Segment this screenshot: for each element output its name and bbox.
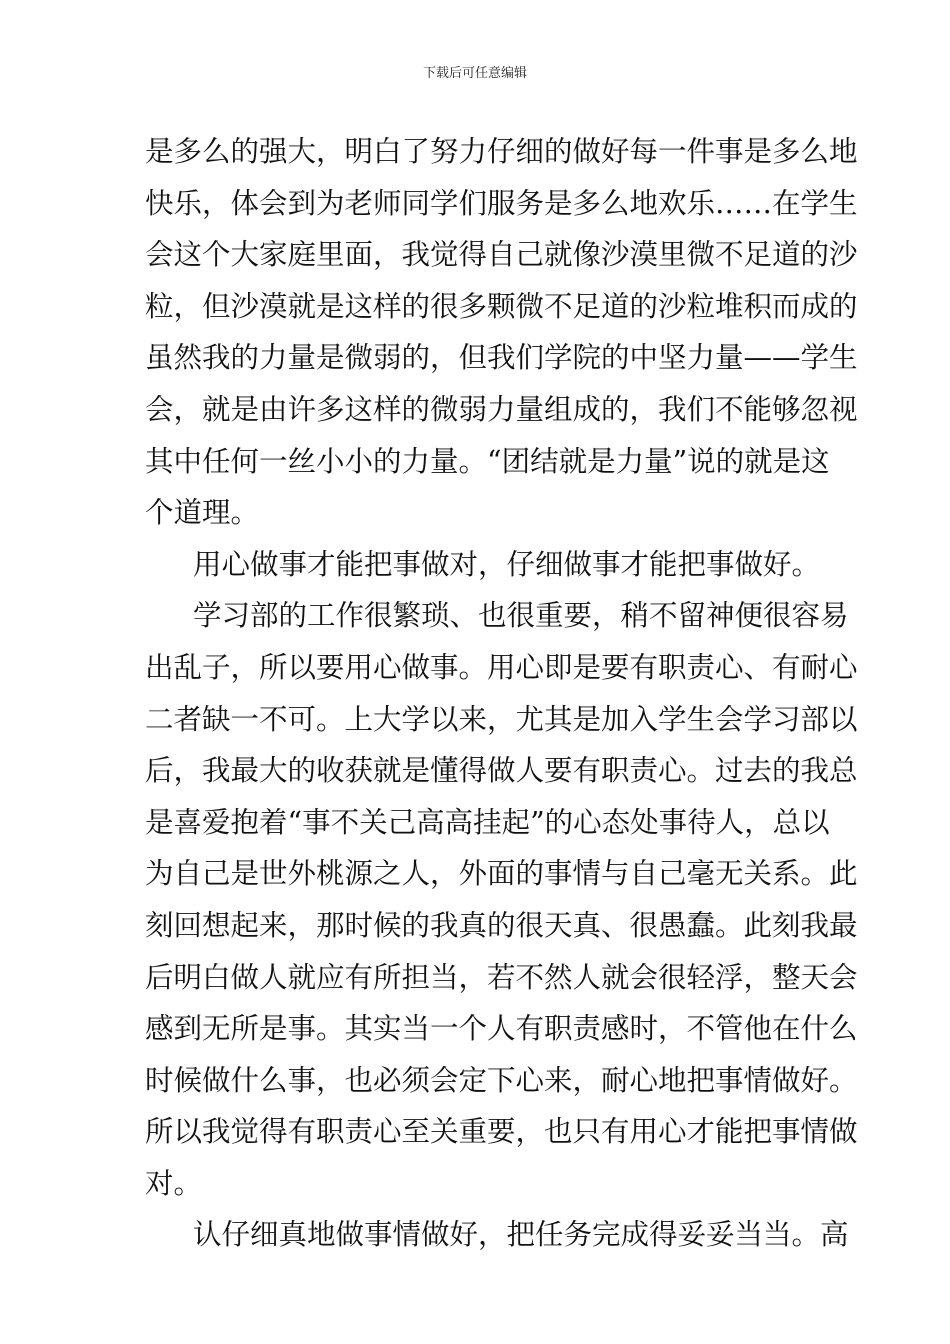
text-line: 粒，但沙漠就是这样的很多颗微不足道的沙粒堆积而成的 (145, 289, 858, 323)
document-body (145, 126, 858, 1261)
text-line: 为自己是世外桃源之人，外面的事情与自己毫无关系。此 (145, 857, 858, 891)
text-line: 其中任何一丝小小的力量。“团结就是力量”说的就是这 (145, 444, 830, 478)
text-line: 后明白做人就应有所担当，若不然人就会很轻浮，整天会 (145, 960, 858, 994)
text-line: 是喜爱抱着“事不关己高高挂起”的心态处事待人，总以 (145, 805, 830, 839)
text-line: 感到无所是事。其实当一个人有职责感时，不管他在什么 (145, 1012, 858, 1046)
text-line: 快乐，体会到为老师同学们服务是多么地欢乐……在学生 (145, 186, 858, 220)
page-header: 下载后可任意编辑 (422, 66, 527, 81)
text-line: 是多么的强大，明白了努力仔细的做好每一件事是多么地 (145, 135, 858, 168)
paragraph-first-line: 用心做事才能把事做对，仔细做事才能把事做好。 (193, 547, 821, 581)
text-line: 刻回想起来，那时候的我真的很天真、很愚蠢。此刻我最 (145, 908, 858, 942)
text-line: 个道理。 (145, 496, 260, 530)
text-line: 时候做什么事，也必须会定下心来，耐心地把事情做好。 (145, 1063, 858, 1097)
text-line: 虽然我的力量是微弱的，但我们学院的中坚力量——学生 (145, 341, 858, 375)
text-line: 出乱子，所以要用心做事。用心即是要有职责心、有耐心 (145, 650, 858, 684)
text-line: 所以我觉得有职责心至关重要，也只有用心才能把事情做 (145, 1115, 858, 1149)
text-line: 二者缺一不可。上大学以来，尤其是加入学生会学习部以 (145, 702, 858, 736)
text-line: 会这个大家庭里面，我觉得自己就像沙漠里微不足道的沙 (145, 238, 858, 272)
text-line: 会，就是由许多这样的微弱力量组成的，我们不能够忽视 (145, 392, 858, 426)
paragraph-first-line: 认仔细真地做事情做好，把任务完成得妥妥当当。高 (193, 1218, 849, 1252)
paragraph-first-line: 学习部的工作很繁琐、也很重要，稍不留神便很容易 (193, 599, 849, 633)
text-line: 后，我最大的收获就是懂得做人要有职责心。过去的我总 (145, 754, 858, 788)
text-line: 对。 (145, 1166, 203, 1200)
